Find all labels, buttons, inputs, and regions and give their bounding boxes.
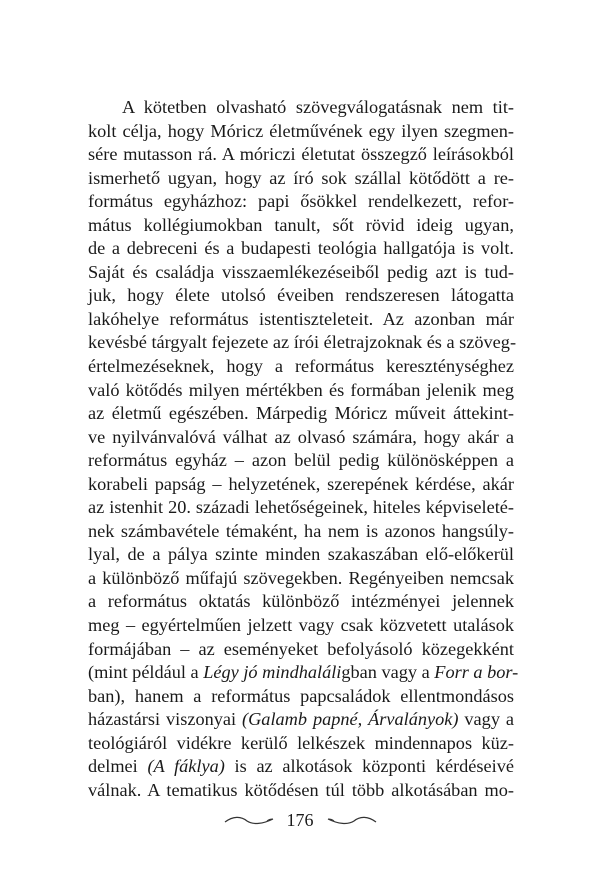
page-footer: [0, 810, 600, 830]
text-line: mátus kollégiumokban tanult, sőt rövid ideig ugyan,: [88, 214, 514, 235]
text-line: a református oktatás különböző intézményei jelennek: [88, 591, 514, 612]
italic-title: (A fáklya): [147, 756, 225, 777]
text-line: [88, 755, 514, 779]
page-number: 176: [286, 810, 314, 830]
italic-title: Forr a bor-: [434, 662, 519, 683]
text-line: az istenhit 20. századi lehetőségeinek, hiteles képviseleté-: [88, 497, 514, 518]
text-run: (mint például a: [88, 662, 204, 683]
text-line: korabeli papság – helyzetének, szerepének kérdése, akár: [88, 473, 514, 494]
text-line: értelmezéseknek, hogy a református kereszténységhez: [88, 356, 514, 377]
text-line: sére mutasson rá. A móriczi életutat összegző leírásokból: [88, 144, 514, 165]
text-line: kevésbé tárgyalt fejezete az írói életrajzoknak és a szöveg-: [88, 332, 517, 353]
text-run: házastársi viszonyai: [88, 709, 243, 730]
text-line: Saját és családja visszaemlékezéseiből pedig azt is tud-: [88, 261, 514, 282]
italic-title: (Galamb papné, Árvalányok): [242, 709, 459, 730]
text-line: [88, 661, 519, 685]
text-line: az életmű egészében. Márpedig Móricz műveit áttekint-: [88, 403, 514, 424]
text-line: lakóhelye református istentiszteleteit. Az azonban már: [88, 308, 514, 329]
text-line: teológiáról vidékre kerülő lelkészek mindennapos küz-: [88, 732, 514, 753]
text-line: ban), hanem a református papcsaládok ellentmondásos: [88, 685, 514, 706]
text-line: de a debreceni és a budapesti teológia hallgatója is volt.: [88, 238, 514, 259]
text-line: nek számbavétele témaként, ha nem is azonos hangsúly-: [88, 520, 514, 541]
text-line: A kötetben olvasható szövegválogatásnak nem tit-: [122, 97, 514, 117]
text-line: formájában – az eseményeket befolyásoló közegekként: [88, 638, 514, 659]
text-line: református egyház – azon belül pedig különösképpen a: [88, 450, 514, 471]
text-line: lyal, de a pálya szinte minden szakaszában elő-előkerül: [88, 544, 514, 565]
text-line: kolt célja, hogy Móricz életművének egy ilyen szegmen-: [88, 120, 514, 141]
body-text: [88, 96, 519, 802]
text-line: való kötődés milyen mértékben és formában jelenik meg: [88, 379, 514, 400]
text-run: vagy a: [458, 709, 515, 730]
italic-title: Légy jó mindhaláli: [203, 662, 342, 683]
text-run: is az alkotások központi kérdéseivé: [224, 756, 514, 777]
swirl-ornament-icon: [223, 813, 275, 827]
swirl-ornament-icon: [326, 813, 378, 827]
text-line: meg – egyértelműen jelzett vagy csak közvetett utalások: [88, 615, 514, 636]
text-line: a különböző műfajú szövegekben. Regényeiben nemcsak: [88, 567, 514, 588]
text-run: gban vagy a: [341, 662, 435, 683]
text-line: formátus egyházhoz: papi ősökkel rendelkezett, refor-: [88, 191, 514, 212]
text-line: [88, 708, 514, 732]
text-run: delmei: [88, 756, 148, 777]
text-line: válnak. A tematikus kötődésen túl több alkotásában mo-: [88, 779, 514, 800]
text-line: juk, hogy élete utolsó éveiben rendszeresen látogatta: [88, 285, 514, 306]
text-line: ve nyilvánvalóvá válhat az olvasó számára, hogy akár a: [88, 426, 514, 447]
text-line: ismerhető ugyan, hogy az író sok szállal kötődött a re-: [88, 167, 514, 188]
